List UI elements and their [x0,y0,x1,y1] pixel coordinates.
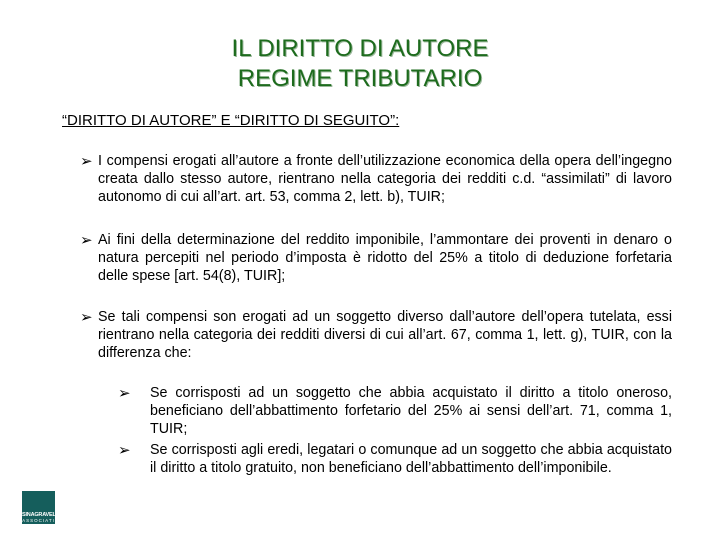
sub-bullet-item [118,384,672,438]
bullet-text: I compensi erogati all’autore a fronte dell’utilizzazione economica della opera dell’ingegno creata dallo stesso autore, rientrano nella categoria dei redditi c.d. “assimilati” di lavoro autonomo di cui all’art. art. 53, comma 2, lett. b), TUIR; [98,153,672,205]
arrow-bullet-icon: ➢ [80,232,93,249]
logo-line-1: SINAGRAVELLO [22,512,63,518]
bullet-item [80,152,672,206]
bullet-text: Se tali compensi son erogati ad un soggetto diverso dall’autore dell’opera tutelata, essi rientrano nella categoria dei redditi diversi di cui all’art. 67, comma 1, lett. g), TUIR, con la differenza che: [98,309,672,361]
section-heading: “DIRITTO DI AUTORE” E “DIRITTO DI SEGUITO”: [62,112,400,129]
sub-bullet-text: Se corrisposti agli eredi, legatari o comunque ad un soggetto che abbia acquistato il diritto a titolo gratuito, non beneficiano dell’abbattimento dell’imponibile. [150,442,672,476]
arrow-bullet-icon: ➢ [80,309,93,326]
sub-bullet-item [118,441,672,477]
arrow-bullet-icon: ➢ [118,385,131,402]
arrow-bullet-icon: ➢ [80,153,93,170]
bullet-item [80,231,672,285]
slide-title [0,34,720,94]
logo-line-2: ASSOCIATI [22,518,55,523]
bullet-item [80,308,672,362]
title-line-1: IL DIRITTO DI AUTORE [231,35,489,62]
bullet-text: Ai fini della determinazione del reddito imponibile, l’ammontare dei proventi in denaro o natura percepiti nel periodo d’imposta è ridotto del 25% a titolo di deduzione forfetaria delle spese [art. 54(8), TUIR]; [98,232,672,284]
title-line-2: REGIME TRIBUTARIO [237,65,483,92]
sub-bullet-text: Se corrisposti ad un soggetto che abbia acquistato il diritto a titolo oneroso, beneficiano dell’abbattimento forfetario del 25% ai sensi dell’art. 71, comma 1, TUIR; [150,385,672,437]
company-logo [22,491,63,524]
arrow-bullet-icon: ➢ [118,442,131,459]
